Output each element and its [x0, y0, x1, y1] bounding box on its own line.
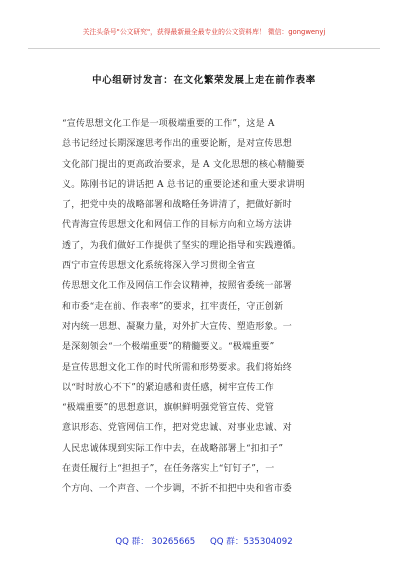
header-divider: [28, 48, 380, 49]
body-line: 是宣传思想文化工作的时代所需和形势要求。我们将始终: [62, 362, 293, 373]
body-line: 西宁市宣传思想文化系统将深入学习贯彻全省宣: [62, 261, 256, 272]
body-line: 人民忠诚体现到实际工作中去，在战略部署上“扣扣子”: [62, 443, 284, 454]
document-title: 中心组研讨发言：在文化繁荣发展上走在前作表率: [92, 75, 316, 86]
footer-qq-group-1: QQ 群： 30265665: [115, 537, 196, 547]
body-line: 在责任履行上“担担子”，在任务落实上“钉钉子”，一: [62, 464, 275, 475]
body-line: 个方向、一个声音、一个步调，不折不扣把中央和省市委: [62, 484, 293, 495]
body-line: “宣传思想文化工作是一项极端重要的工作”，这是 A: [62, 119, 275, 129]
body-line: 以“时时放心不下”的紧迫感和责任感，树牢宣传工作: [62, 382, 275, 393]
body-line: 传思想文化工作及网信工作会议精神，按照省委统一部署: [62, 281, 293, 292]
body-line: 总书记经过长期深邃思考作出的重要论断，是对宣传思想: [62, 139, 293, 150]
body-line: 是深刻领会“一个极端重要”的精髓要义。“极端重要”: [62, 342, 275, 353]
footer: [0, 535, 408, 547]
body-line: 对内统一思想、凝聚力量，对外扩大宣传、塑造形象。一: [62, 321, 293, 332]
body-line: 透了，为我们做好工作提供了坚实的理论指导和实践遵循。: [62, 240, 302, 251]
body-line: 代青海宣传思想文化和网信工作的目标方向和立场方法讲: [62, 220, 293, 231]
body-line: 意识形态、党管网信工作，把对党忠诚、对事业忠诚、对: [62, 423, 293, 434]
document-body: [62, 114, 362, 500]
body-line: 义。陈刚书记的讲话把 A 总书记的重要论述和重大要求讲明: [62, 179, 305, 190]
body-line: 了，把党中央的战略部署和战略任务讲清了，把做好新时: [62, 200, 293, 211]
body-line: “极端重要”的思想意识，旗帜鲜明强党管宣传、党管: [62, 403, 275, 414]
footer-qq-group-2: QQ 群：535304092: [210, 537, 293, 547]
body-line: 和市委“走在前、作表率”的要求，扛牢责任，守正创新: [62, 301, 284, 312]
body-line: 文化部门提出的更高政治要求，是 A 文化思想的核心精髓要: [62, 159, 305, 170]
header-banner: 关注头条号"公文研究"，获得最新最全最专业的公文资料库！ 微信：gongwenyj: [82, 28, 326, 36]
